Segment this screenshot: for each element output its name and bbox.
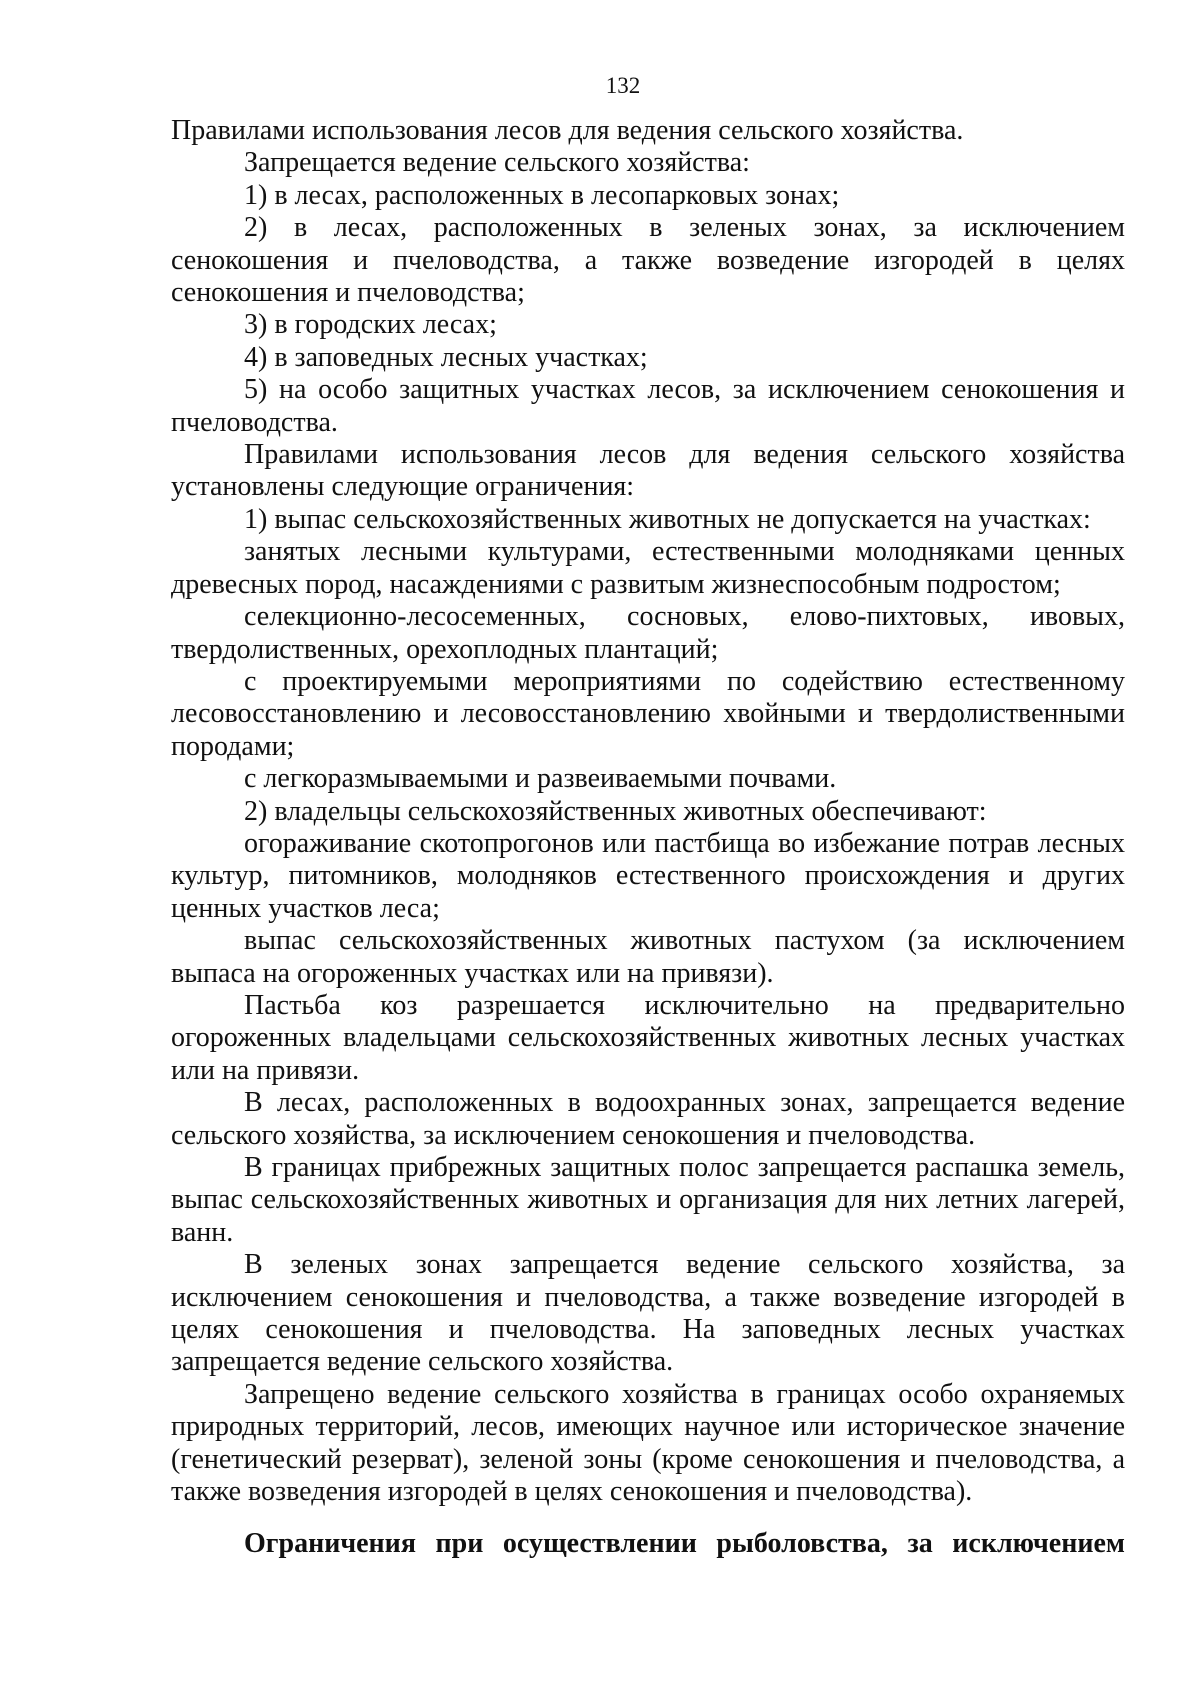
paragraph: В границах прибрежных защитных полос запрещается распашка земель, выпас сельскохозяйственных животных и организация для них летних лагерей, ванн. xyxy=(171,1152,1125,1248)
paragraph: В зеленых зонах запрещается ведение сельского хозяйства, за исключением сенокошения и пчеловодства, а также возведение изгородей в целях сенокошения и пчеловодства. На заповедных лесных участках запрещается ведение сельского хозяйства. xyxy=(171,1249,1125,1378)
sub-item: огораживание скотопрогонов или пастбища во избежание потрав лесных культур, питомников, молодняков естественного происхождения и других ценных участков леса; xyxy=(171,827,1125,924)
paragraph: Правилами использования лесов для ведения сельского хозяйства установлены следующие ограничения: xyxy=(171,439,1125,503)
sub-item: с легкоразмываемыми и развеиваемыми почвами. xyxy=(244,763,837,795)
paragraph: Запрещается ведение сельского хозяйства: xyxy=(244,147,750,179)
paragraph: Правилами использования лесов для ведения сельского хозяйства. xyxy=(171,115,964,146)
paragraph: Запрещено ведение сельского хозяйства в границах особо охраняемых природных территорий, лесов, имеющих научное или историческое значение (генетический резерват), зеленой зоны (кроме сенокошения и пчеловодства, а также возведения изгородей в целях сенокошения и пчеловодства). xyxy=(171,1378,1125,1508)
list-item: 1) в лесах, расположенных в лесопарковых зонах; xyxy=(244,179,840,211)
sub-item: селекционно-лесосеменных, сосновых, елово-пихтовых, ивовых, твердолиственных, орехоплодных плантаций; xyxy=(171,601,1125,665)
paragraph: Пастьба коз разрешается исключительно на предварительно огороженных владельцами сельскохозяйственных животных лесных участках или на привязи. xyxy=(171,989,1125,1086)
list-item: 2) владельцы сельскохозяйственных животных обеспечивают: xyxy=(244,795,987,827)
sub-item: с проектируемыми мероприятиями по содействию естественному лесовосстановлению и лесовосстановлению хвойными и твердолиственными породами; xyxy=(171,665,1125,762)
sub-item: выпас сельскохозяйственных животных пастухом (за исключением выпаса на огороженных участках или на привязи). xyxy=(171,925,1125,989)
section-heading: Ограничения при осуществлении рыболовства, за исключением xyxy=(244,1528,1125,1559)
page-number: 132 xyxy=(605,73,641,98)
list-item: 5) на особо защитных участках лесов, за исключением сенокошения и пчеловодства. xyxy=(171,374,1125,438)
list-item: 1) выпас сельскохозяйственных животных не допускается на участках: xyxy=(244,503,1091,535)
list-item: 4) в заповедных лесных участках; xyxy=(244,341,648,373)
list-item: 2) в лесах, расположенных в зеленых зонах, за исключением сенокошения и пчеловодства, а также возведение изгородей в целях сенокошения и пчеловодства; xyxy=(171,212,1125,309)
list-item: 3) в городских лесах; xyxy=(244,309,497,341)
sub-item: занятых лесными культурами, естественными молодняками ценных древесных пород, насаждениями с развитым жизнеспособным подростом; xyxy=(171,536,1125,600)
paragraph: В лесах, расположенных в водоохранных зонах, запрещается ведение сельского хозяйства, за исключением сенокошения и пчеловодства. xyxy=(171,1087,1125,1151)
body-text xyxy=(171,115,1125,1508)
